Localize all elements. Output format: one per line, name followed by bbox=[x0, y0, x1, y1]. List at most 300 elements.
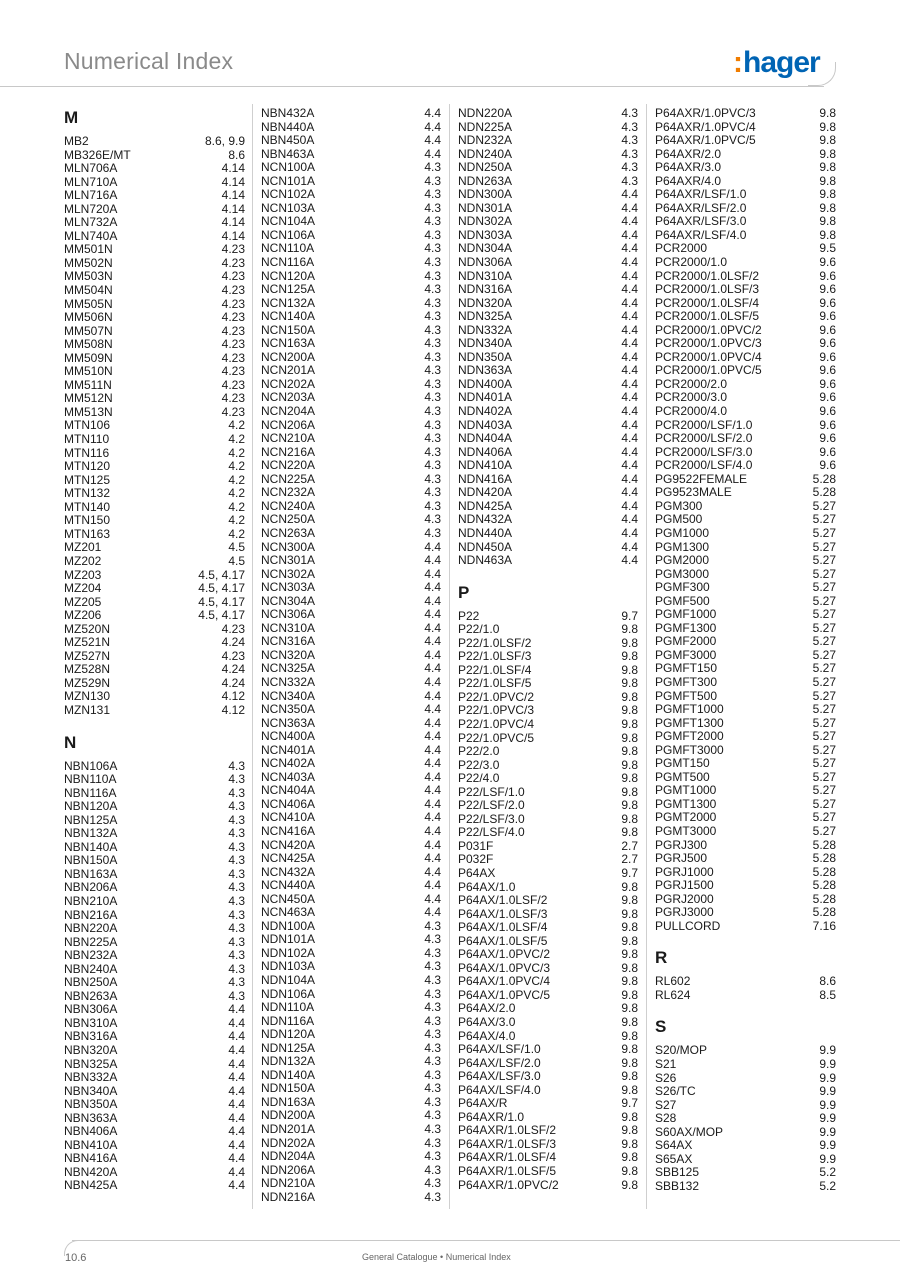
product-code: NDN104A bbox=[261, 973, 316, 987]
product-code: NCN140A bbox=[261, 309, 316, 324]
product-code: P22/4.0 bbox=[458, 771, 500, 786]
page-reference: 4.3 bbox=[424, 390, 441, 405]
product-code: PCR2000/1.0PVC/2 bbox=[655, 322, 762, 337]
product-code: NBN450A bbox=[261, 133, 315, 148]
index-entry bbox=[458, 704, 638, 718]
product-code: PCR2000/LSF/2.0 bbox=[655, 431, 753, 446]
product-code: S20/MOP bbox=[655, 1043, 708, 1058]
page-reference: 4.3 bbox=[424, 376, 441, 391]
index-entry bbox=[655, 811, 836, 825]
product-code: MZ204 bbox=[64, 581, 102, 596]
product-code: P22/1.0LSF/5 bbox=[458, 676, 532, 691]
page-reference: 5.27 bbox=[812, 742, 836, 757]
index-entry bbox=[655, 148, 836, 162]
index-entry bbox=[458, 772, 638, 786]
product-code: PGRJ500 bbox=[655, 851, 708, 866]
index-entry bbox=[655, 662, 836, 676]
page-reference: 4.4 bbox=[621, 268, 638, 283]
product-code: P22/3.0 bbox=[458, 757, 500, 772]
product-code: NDN440A bbox=[458, 525, 513, 540]
page-reference: 4.14 bbox=[221, 228, 245, 243]
index-entry bbox=[64, 963, 245, 977]
page-reference: 4.4 bbox=[228, 1029, 245, 1044]
page-reference: 4.3 bbox=[621, 160, 638, 175]
page-reference: 4.4 bbox=[621, 282, 638, 297]
page-reference: 4.14 bbox=[221, 215, 245, 230]
index-entry bbox=[458, 1111, 638, 1125]
index-entry bbox=[458, 107, 638, 121]
index-entry bbox=[458, 486, 638, 500]
index-entry bbox=[655, 446, 836, 460]
index-entry bbox=[261, 920, 441, 934]
product-code: PGMF1000 bbox=[655, 607, 717, 622]
product-code: NCN102A bbox=[261, 187, 316, 202]
product-code: NDN106A bbox=[261, 986, 316, 1001]
product-code: PGMT1300 bbox=[655, 796, 717, 811]
page-reference: 4.3 bbox=[424, 431, 441, 446]
product-code: MTN106 bbox=[64, 418, 111, 433]
product-code: PGMFT150 bbox=[655, 661, 718, 676]
index-entry bbox=[261, 283, 441, 297]
page-reference: 4.3 bbox=[424, 485, 441, 500]
page-reference: 4.4 bbox=[424, 553, 441, 568]
page-reference: 4.4 bbox=[228, 1164, 245, 1179]
product-code: PCR2000/LSF/3.0 bbox=[655, 444, 753, 459]
page-reference: 4.3 bbox=[424, 363, 441, 378]
product-code: NCN316A bbox=[261, 634, 316, 649]
page-reference: 4.3 bbox=[424, 282, 441, 297]
index-entry bbox=[261, 879, 441, 893]
product-code: P64AXR/1.0LSF/4 bbox=[458, 1150, 557, 1165]
page-reference: 4.4 bbox=[424, 593, 441, 608]
product-code: NBN150A bbox=[64, 853, 118, 868]
product-code: NBN220A bbox=[64, 921, 118, 936]
product-code: P64AXR/LSF/2.0 bbox=[655, 200, 747, 215]
index-entry bbox=[655, 486, 836, 500]
index-entry bbox=[64, 841, 245, 855]
index-entry bbox=[64, 338, 245, 352]
hager-logo bbox=[733, 46, 820, 80]
index-entry bbox=[655, 1139, 836, 1153]
page-reference: 4.4 bbox=[228, 1137, 245, 1152]
page-reference: 4.3 bbox=[424, 959, 441, 974]
page-reference: 4.4 bbox=[621, 539, 638, 554]
page-reference: 4.4 bbox=[621, 322, 638, 337]
index-entry bbox=[64, 311, 245, 325]
page-reference: 4.23 bbox=[221, 350, 245, 365]
column-divider bbox=[646, 104, 647, 1209]
product-code: NCN310A bbox=[261, 620, 316, 635]
product-code: NDN450A bbox=[458, 539, 513, 554]
product-code: NDN425A bbox=[458, 498, 513, 513]
product-code: P22/LSF/3.0 bbox=[458, 811, 525, 826]
product-code: NCN303A bbox=[261, 580, 316, 595]
page-reference: 4.23 bbox=[221, 296, 245, 311]
index-entry bbox=[458, 1070, 638, 1084]
page-reference: 4.4 bbox=[621, 336, 638, 351]
index-entry bbox=[64, 365, 245, 379]
product-code: P64AXR/1.0PVC/2 bbox=[458, 1177, 559, 1192]
index-entry bbox=[261, 473, 441, 487]
product-code: P64AXR/LSF/3.0 bbox=[655, 214, 747, 229]
page-reference: 4.23 bbox=[221, 310, 245, 325]
section-spacer bbox=[655, 933, 836, 947]
index-entry bbox=[655, 188, 836, 202]
product-code: NCN216A bbox=[261, 444, 316, 459]
index-entry bbox=[655, 784, 836, 798]
product-code: NCN232A bbox=[261, 485, 316, 500]
product-code: NCN301A bbox=[261, 553, 316, 568]
index-entry bbox=[261, 175, 441, 189]
product-code: NCN202A bbox=[261, 376, 316, 391]
page-reference: 9.8 bbox=[621, 987, 638, 1002]
page-reference: 4.3 bbox=[424, 309, 441, 324]
product-code: PGRJ3000 bbox=[655, 905, 714, 920]
page-reference: 4.4 bbox=[621, 553, 638, 568]
page-reference: 4.3 bbox=[621, 146, 638, 161]
index-entry bbox=[64, 976, 245, 990]
index-entry bbox=[261, 337, 441, 351]
product-code: NDN140A bbox=[261, 1067, 316, 1082]
page-reference: 5.27 bbox=[812, 810, 836, 825]
page-reference: 4.5, 4.17 bbox=[198, 567, 245, 582]
index-entry bbox=[261, 1123, 441, 1137]
index-entry bbox=[261, 513, 441, 527]
page-reference: 5.27 bbox=[812, 525, 836, 540]
index-entry bbox=[261, 486, 441, 500]
page-reference: 4.4 bbox=[424, 756, 441, 771]
product-code: P64AX/1.0PVC/5 bbox=[458, 987, 551, 1002]
index-entry bbox=[64, 270, 245, 284]
page-reference: 4.4 bbox=[228, 1097, 245, 1112]
index-entry bbox=[458, 215, 638, 229]
product-code: MB2 bbox=[64, 134, 89, 148]
page-reference: 4.3 bbox=[228, 772, 245, 787]
page-reference: 4.3 bbox=[228, 893, 245, 908]
product-code: S64AX bbox=[655, 1138, 693, 1153]
product-code: PCR2000/1.0PVC/3 bbox=[655, 336, 762, 351]
page-reference: 4.3 bbox=[228, 948, 245, 963]
page-reference: 4.4 bbox=[228, 1043, 245, 1057]
product-code: NCN420A bbox=[261, 837, 316, 852]
index-entry bbox=[655, 703, 836, 717]
index-entry bbox=[64, 298, 245, 312]
product-code: P64AX/LSF/3.0 bbox=[458, 1069, 541, 1084]
page-reference: 5.27 bbox=[812, 553, 836, 568]
page-reference: 4.3 bbox=[424, 512, 441, 527]
product-code: PGRJ300 bbox=[655, 837, 708, 852]
index-entry bbox=[458, 867, 638, 881]
page-reference: 9.8 bbox=[621, 676, 638, 691]
index-entry bbox=[458, 202, 638, 216]
product-code: P22/1.0LSF/4 bbox=[458, 662, 532, 677]
product-code: PGMT150 bbox=[655, 756, 710, 771]
page-reference: 4.4 bbox=[424, 106, 441, 120]
page-reference: 4.4 bbox=[621, 241, 638, 256]
page-reference: 4.4 bbox=[621, 458, 638, 473]
index-entry bbox=[458, 1030, 638, 1044]
index-entry bbox=[64, 1071, 245, 1085]
page-number: 10.6 bbox=[65, 1252, 87, 1264]
index-entry bbox=[64, 854, 245, 868]
index-entry bbox=[261, 744, 441, 758]
page-reference: 4.3 bbox=[228, 785, 245, 800]
page-reference: 8.6 bbox=[819, 974, 836, 989]
index-entry bbox=[655, 852, 836, 866]
product-code: MTN116 bbox=[64, 445, 110, 460]
page-reference: 5.27 bbox=[812, 769, 836, 784]
page-reference: 4.4 bbox=[424, 647, 441, 662]
product-code: NBN440A bbox=[261, 119, 315, 134]
index-entry bbox=[64, 460, 245, 474]
product-code: PGMFT500 bbox=[655, 688, 718, 703]
product-code: NBN325A bbox=[64, 1056, 118, 1071]
index-entry bbox=[458, 799, 638, 813]
index-column-1 bbox=[64, 107, 245, 1193]
index-entry bbox=[64, 352, 245, 366]
page-reference: 4.3 bbox=[424, 973, 441, 987]
product-code: PCR2000/1.0 bbox=[655, 255, 728, 270]
product-code: PCR2000/1.0PVC/5 bbox=[655, 363, 762, 378]
page-reference: 4.23 bbox=[221, 255, 245, 270]
page-reference: 4.4 bbox=[621, 444, 638, 459]
index-entry bbox=[458, 134, 638, 148]
index-entry bbox=[261, 1191, 441, 1205]
product-code: PGM1300 bbox=[655, 539, 710, 554]
index-entry bbox=[261, 378, 441, 392]
index-entry bbox=[655, 1044, 836, 1058]
product-code: MM513N bbox=[64, 404, 113, 419]
index-entry bbox=[64, 487, 245, 501]
page-reference: 4.24 bbox=[221, 662, 245, 677]
page-reference: 4.23 bbox=[221, 269, 245, 284]
product-code: MM504N bbox=[64, 283, 113, 298]
page-reference: 4.3 bbox=[424, 1094, 441, 1109]
product-code: P64AX bbox=[458, 865, 496, 880]
product-code: NBN116A bbox=[64, 785, 117, 800]
product-code: NBN120A bbox=[64, 799, 118, 814]
product-code: P64AXR/1.0LSF/2 bbox=[458, 1123, 557, 1138]
page-reference: 9.9 bbox=[819, 1151, 836, 1166]
product-code: MTN150 bbox=[64, 513, 111, 528]
index-entry bbox=[458, 637, 638, 651]
product-code: MTN163 bbox=[64, 526, 111, 541]
product-code: NDN300A bbox=[458, 187, 513, 202]
product-code: MZ205 bbox=[64, 594, 102, 609]
product-code: NCN220A bbox=[261, 458, 316, 473]
page-reference: 9.8 bbox=[621, 744, 638, 759]
index-entry bbox=[655, 825, 836, 839]
page-reference: 4.2 bbox=[228, 499, 245, 514]
product-code: PGM500 bbox=[655, 512, 703, 527]
index-entry bbox=[64, 1125, 245, 1139]
product-code: NCN204A bbox=[261, 404, 316, 419]
product-code: P64AX/1.0 bbox=[458, 879, 516, 894]
index-entry bbox=[458, 610, 638, 624]
index-entry bbox=[64, 447, 245, 461]
product-code: P22/1.0PVC/3 bbox=[458, 703, 535, 718]
index-entry bbox=[261, 1177, 441, 1191]
page-reference: 4.3 bbox=[424, 945, 441, 960]
product-code: PGMFT1300 bbox=[655, 715, 724, 730]
index-entry bbox=[261, 310, 441, 324]
index-entry bbox=[261, 1028, 441, 1042]
index-entry bbox=[64, 609, 245, 623]
index-entry bbox=[261, 933, 441, 947]
page-reference: 4.2 bbox=[228, 472, 245, 487]
index-entry bbox=[261, 148, 441, 162]
index-entry bbox=[261, 1096, 441, 1110]
product-code: MZ202 bbox=[64, 553, 102, 568]
index-entry bbox=[64, 1017, 245, 1031]
page-reference: 4.23 bbox=[221, 648, 245, 663]
page-reference: 4.4 bbox=[424, 146, 441, 161]
index-entry bbox=[261, 757, 441, 771]
index-entry bbox=[64, 1139, 245, 1153]
page-reference: 9.6 bbox=[819, 309, 836, 324]
page-reference: 4.5, 4.17 bbox=[198, 608, 245, 623]
product-code: P22/LSF/2.0 bbox=[458, 798, 525, 813]
index-entry bbox=[655, 635, 836, 649]
page-reference: 2.7 bbox=[621, 852, 638, 867]
page-reference: 5.27 bbox=[812, 580, 836, 595]
index-entry bbox=[655, 378, 836, 392]
index-entry bbox=[261, 811, 441, 825]
page-reference: 4.3 bbox=[424, 268, 441, 283]
product-code: RL624 bbox=[655, 987, 691, 1002]
page-reference: 4.23 bbox=[221, 621, 245, 636]
page-reference: 4.4 bbox=[424, 580, 441, 595]
product-code: PCR2000/1.0LSF/4 bbox=[655, 295, 760, 310]
index-entry bbox=[261, 730, 441, 744]
product-code: P22/LSF/4.0 bbox=[458, 825, 525, 840]
product-code: MM503N bbox=[64, 269, 113, 284]
index-entry bbox=[458, 759, 638, 773]
index-entry bbox=[261, 459, 441, 473]
index-entry bbox=[458, 405, 638, 419]
index-entry bbox=[261, 866, 441, 880]
product-code: MM501N bbox=[64, 242, 113, 257]
page-reference: 4.4 bbox=[424, 891, 441, 906]
product-code: NDN232A bbox=[458, 133, 513, 148]
product-code: MM512N bbox=[64, 391, 113, 406]
product-code: PCR2000/3.0 bbox=[655, 390, 728, 405]
page-reference: 4.14 bbox=[221, 201, 245, 216]
page-reference: 5.27 bbox=[812, 702, 836, 717]
index-entry bbox=[655, 270, 836, 284]
index-entry bbox=[655, 622, 836, 636]
page-reference: 5.27 bbox=[812, 593, 836, 608]
section-letter-heading: P bbox=[458, 582, 470, 602]
page-reference: 9.8 bbox=[621, 703, 638, 718]
page-reference: 9.9 bbox=[819, 1111, 836, 1126]
product-code: NCN163A bbox=[261, 336, 316, 351]
index-entry bbox=[458, 527, 638, 541]
index-entry bbox=[458, 1151, 638, 1165]
page-reference: 9.8 bbox=[819, 187, 836, 202]
index-entry bbox=[655, 717, 836, 731]
page-reference: 4.3 bbox=[228, 839, 245, 854]
index-entry bbox=[261, 405, 441, 419]
index-entry bbox=[655, 121, 836, 135]
page-reference: 4.4 bbox=[424, 905, 441, 920]
product-code: PCR2000/2.0 bbox=[655, 376, 728, 391]
index-entry bbox=[458, 256, 638, 270]
product-code: NCN201A bbox=[261, 363, 316, 378]
index-entry bbox=[655, 134, 836, 148]
product-code: NBN125A bbox=[64, 812, 118, 827]
product-code: NDN101A bbox=[261, 932, 316, 947]
page-reference: 4.3 bbox=[424, 336, 441, 351]
index-entry bbox=[261, 229, 441, 243]
page-reference: 5.27 bbox=[812, 647, 836, 662]
page-reference: 4.2 bbox=[228, 418, 245, 433]
product-code: NBN216A bbox=[64, 907, 118, 922]
index-entry bbox=[655, 527, 836, 541]
page-reference: 8.6 bbox=[228, 147, 245, 162]
product-code: NBN425A bbox=[64, 1178, 118, 1193]
index-entry bbox=[655, 310, 836, 324]
index-entry bbox=[458, 1002, 638, 1016]
product-code: NBN463A bbox=[261, 146, 315, 161]
index-entry bbox=[458, 351, 638, 365]
product-code: NBN263A bbox=[64, 988, 118, 1003]
page-reference: 4.23 bbox=[221, 404, 245, 419]
index-entry bbox=[261, 134, 441, 148]
page-reference: 2.7 bbox=[621, 838, 638, 853]
page-reference: 4.4 bbox=[424, 607, 441, 622]
product-code: PGMT3000 bbox=[655, 823, 717, 838]
page-reference: 5.27 bbox=[812, 715, 836, 730]
page-reference: 4.3 bbox=[424, 932, 441, 947]
index-entry bbox=[64, 325, 245, 339]
product-code: MLN706A bbox=[64, 161, 118, 176]
page-reference: 9.8 bbox=[621, 879, 638, 894]
page-reference: 9.8 bbox=[621, 1109, 638, 1124]
index-entry bbox=[64, 990, 245, 1004]
product-code: NDN163A bbox=[261, 1094, 316, 1109]
index-entry bbox=[655, 229, 836, 243]
page-reference: 4.4 bbox=[228, 1056, 245, 1071]
product-code: NCN100A bbox=[261, 160, 316, 175]
page-reference: 4.2 bbox=[228, 526, 245, 541]
index-entry bbox=[64, 555, 245, 569]
column-divider bbox=[252, 104, 253, 1209]
page-reference: 9.6 bbox=[819, 336, 836, 351]
page-reference: 4.3 bbox=[424, 918, 441, 933]
index-entry bbox=[64, 623, 245, 637]
page-reference: 4.3 bbox=[424, 417, 441, 432]
index-entry bbox=[261, 351, 441, 365]
page-reference: 4.3 bbox=[424, 160, 441, 175]
product-code: NCN363A bbox=[261, 715, 316, 730]
index-entry bbox=[458, 1057, 638, 1071]
product-code: NBN232A bbox=[64, 948, 118, 963]
page-reference: 4.4 bbox=[228, 1083, 245, 1098]
page-reference: 4.12 bbox=[221, 702, 245, 717]
product-code: NDN340A bbox=[458, 336, 513, 351]
product-code: NBN420A bbox=[64, 1164, 118, 1179]
product-code: P64AX/4.0 bbox=[458, 1028, 516, 1043]
page-reference: 4.2 bbox=[228, 432, 245, 447]
product-code: PCR2000/1.0LSF/3 bbox=[655, 282, 760, 297]
page-reference: 9.6 bbox=[819, 363, 836, 378]
index-entry bbox=[458, 270, 638, 284]
page-reference: 4.4 bbox=[424, 715, 441, 730]
product-code: NDN332A bbox=[458, 322, 513, 337]
index-entry bbox=[655, 161, 836, 175]
page-reference: 5.27 bbox=[812, 566, 836, 581]
